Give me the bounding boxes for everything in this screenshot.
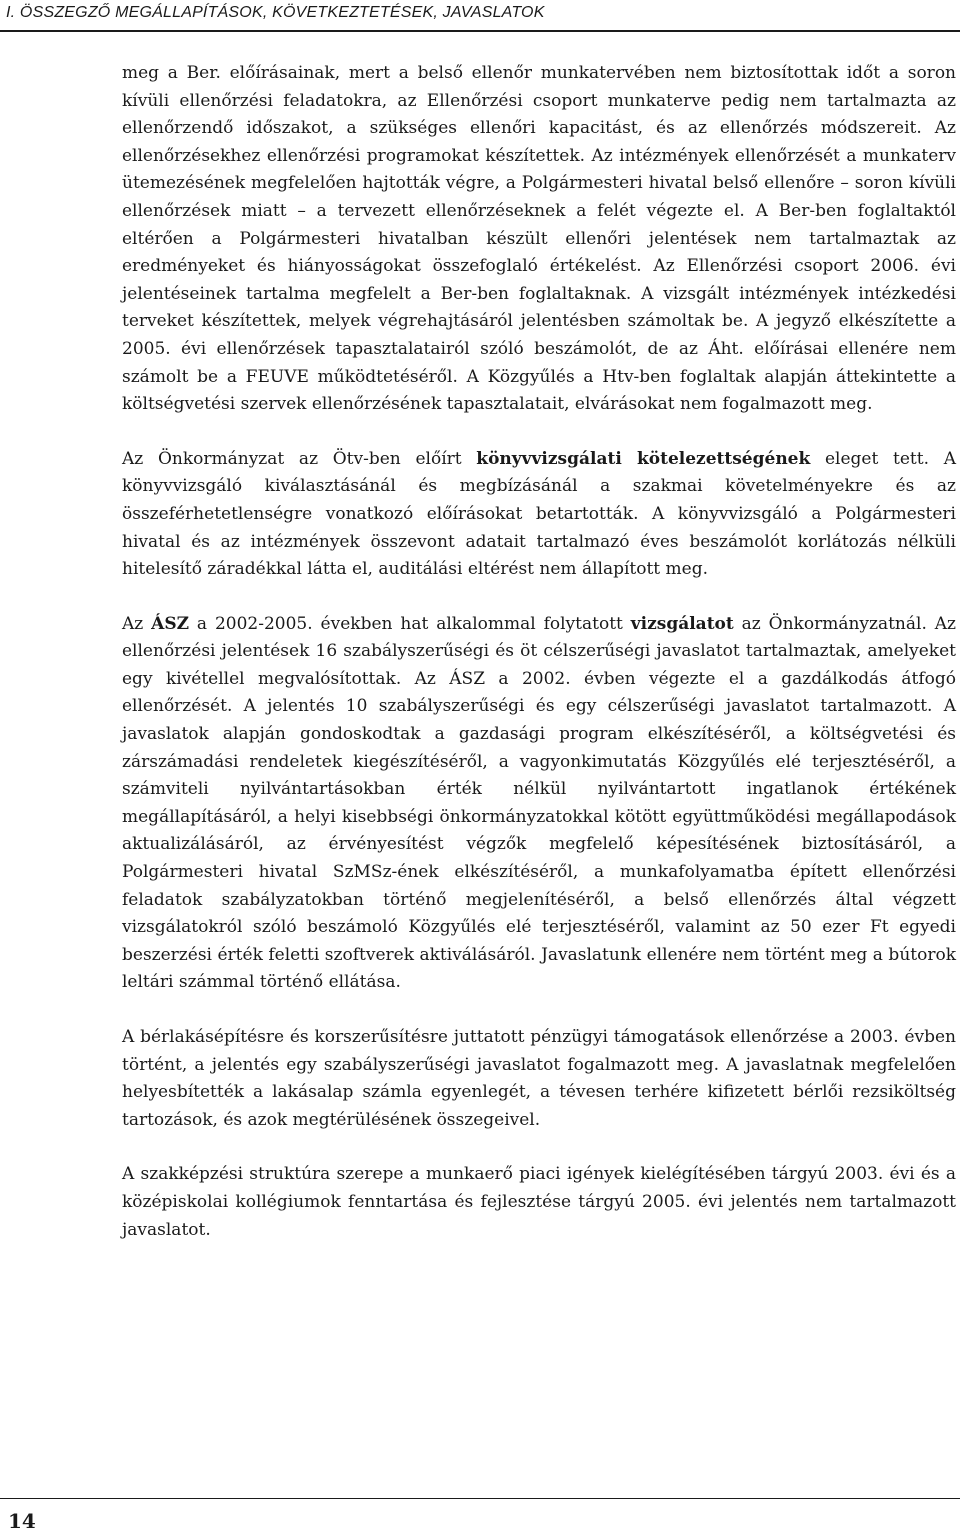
paragraph-2 xyxy=(122,446,956,584)
paragraph-2-text-a: Az Önkormányzat az Ötv-ben előírt xyxy=(122,448,477,469)
paragraph-2-text-b: eleget tett. A könyvvizsgáló kiválasztásánál és megbízásánál a szakmai követelményekre és az összeférhetetlenségre vonatkozó előírásokat betartották. A könyvvizsgáló a Polgármesteri hivatal és az intézmények összevont adatait tartalmazó éves beszámolót korlátozás nélküli hitelesítő záradékkal látta el, auditálási eltérést nem állapított meg. xyxy=(122,448,956,580)
paragraph-1 xyxy=(122,60,956,419)
paragraph-4-text: A bérlakásépítésre és korszerűsítésre juttatott pénzügyi támogatások ellenőrzése a 2003. évben történt, a jelentés egy szabályszerűségi javaslatot fogalmazott meg. A javaslatnak megfelelően helyesbítették a lakásalap számla egyenlegét, a tévesen terhére kifizetett bérlői rezsiköltség tartozások, és azok megtérülésének összegeivel. xyxy=(122,1027,956,1130)
footer-rule xyxy=(0,1498,960,1499)
page-number: 14 xyxy=(8,1509,36,1533)
paragraph-4 xyxy=(122,1024,956,1134)
emphasis-asz: ÁSZ xyxy=(151,613,190,634)
paragraph-1-text: meg a Ber. előírásainak, mert a belső ellenőr munkatervében nem biztosítottak időt a soron kívüli ellenőrzési feladatokra, az Ellenőrzési csoport munkaterve pedig nem tartalmazta az ellenőrzendő időszakot, a szükséges ellenőri kapacitást, és az ellenőrzés módszereit. Az ellenőrzésekhez ellenőrzési programokat készítettek. Az intézmények ellenőrzését a munkaterv ütemezésének megfelelően hajtották végre, a Polgármesteri hivatal belső ellenőre – soron kívüli ellenőrzések miatt – a tervezett ellenőrzéseknek a felét végezte el. A Ber-ben foglaltaktól eltérően a Polgármesteri hivatalban készült ellenőri jelentések nem tartalmaztak az eredményeket és hiányosságokat összefoglaló értékelést. Az Ellenőrzési csoport 2006. évi jelentéseinek tartalma megfelelt a Ber-ben foglaltaknak. A vizsgált intézmények intézkedési terveket készítettek, melyek végrehajtásáról jelentésben számoltak be. A jegyző elkészítette a 2005. évi ellenőrzések tapasztalatairól szóló beszámolót, de az Áht. előírásai ellenére nem számolt be a FEUVE működtetéséről. A Közgyűlés a Htv-ben foglaltak alapján áttekintette a költségvetési szervek ellenőrzésének tapasztalatait, elvárásokat nem fogalmazott meg. xyxy=(122,63,956,415)
document-body xyxy=(122,60,956,1244)
header-title: I. ÖSSZEGZŐ MEGÁLLAPÍTÁSOK, KÖVETKEZTETÉSEK, JAVASLATOK xyxy=(6,4,545,21)
paragraph-3-text-b: a 2002-2005. években hat alkalommal folytatott xyxy=(189,613,631,634)
paragraph-3-text-c: az Önkormányzatnál. Az ellenőrzési jelentések 16 szabályszerűségi és öt célszerűségi javaslatot tartalmaztak, amelyeket egy kivétellel megvalósítottak. Az ÁSZ a 2002. évben végezte el a gazdálkodás átfogó ellenőrzését. A jelentés 10 szabályszerűségi és egy célszerűségi javaslatot tartalmazott. A javaslatok alapján gondoskodtak a gazdasági program elkészítéséről, a költségvetési és zárszámadási rendeletek kiegészítéséről, a vagyonkimutatás Közgyűlés elé terjesztéséről, a számviteli nyilvántartásokban érték nélkül nyilvántartott ingatlanok értékének megállapításáról, a helyi kisebbségi önkormányzatokkal kötött együttműködési megállapodások aktualizálásáról, az érvényesítést végzők megfelelő képesítésének biztosításáról, a Polgármesteri hivatal SzMSz-ének elkészítéséről, a munkafolyamatba épített ellenőrzési feladatok szabályzatokban történő megjelenítéséről, a belső ellenőrzés által végzett vizsgálatokról szóló beszámoló Közgyűlés elé terjesztéséről, valamint az 50 ezer Ft egyedi beszerzési érték feletti szoftverek aktiválásáról. Javaslatunk ellenére nem történt meg a bútorok leltári számmal történő ellátása. xyxy=(122,613,956,993)
page-header xyxy=(0,0,960,36)
paragraph-3 xyxy=(122,611,956,997)
paragraph-5-text: A szakképzési struktúra szerepe a munkaerő piaci igények kielégítésében tárgyú 2003. évi és a középiskolai kollégiumok fenntartása és fejlesztése tárgyú 2005. évi jelentés nem tartalmazott javaslatot. xyxy=(122,1164,956,1240)
paragraph-3-text-a: Az xyxy=(122,613,152,634)
header-rule xyxy=(0,30,960,32)
paragraph-5 xyxy=(122,1161,956,1244)
emphasis-vizsgalatot: vizsgálatot xyxy=(630,613,734,634)
emphasis-konyvvizsgalati-kotelezettseg: könyvvizsgálati kötelezettségének xyxy=(476,448,811,469)
